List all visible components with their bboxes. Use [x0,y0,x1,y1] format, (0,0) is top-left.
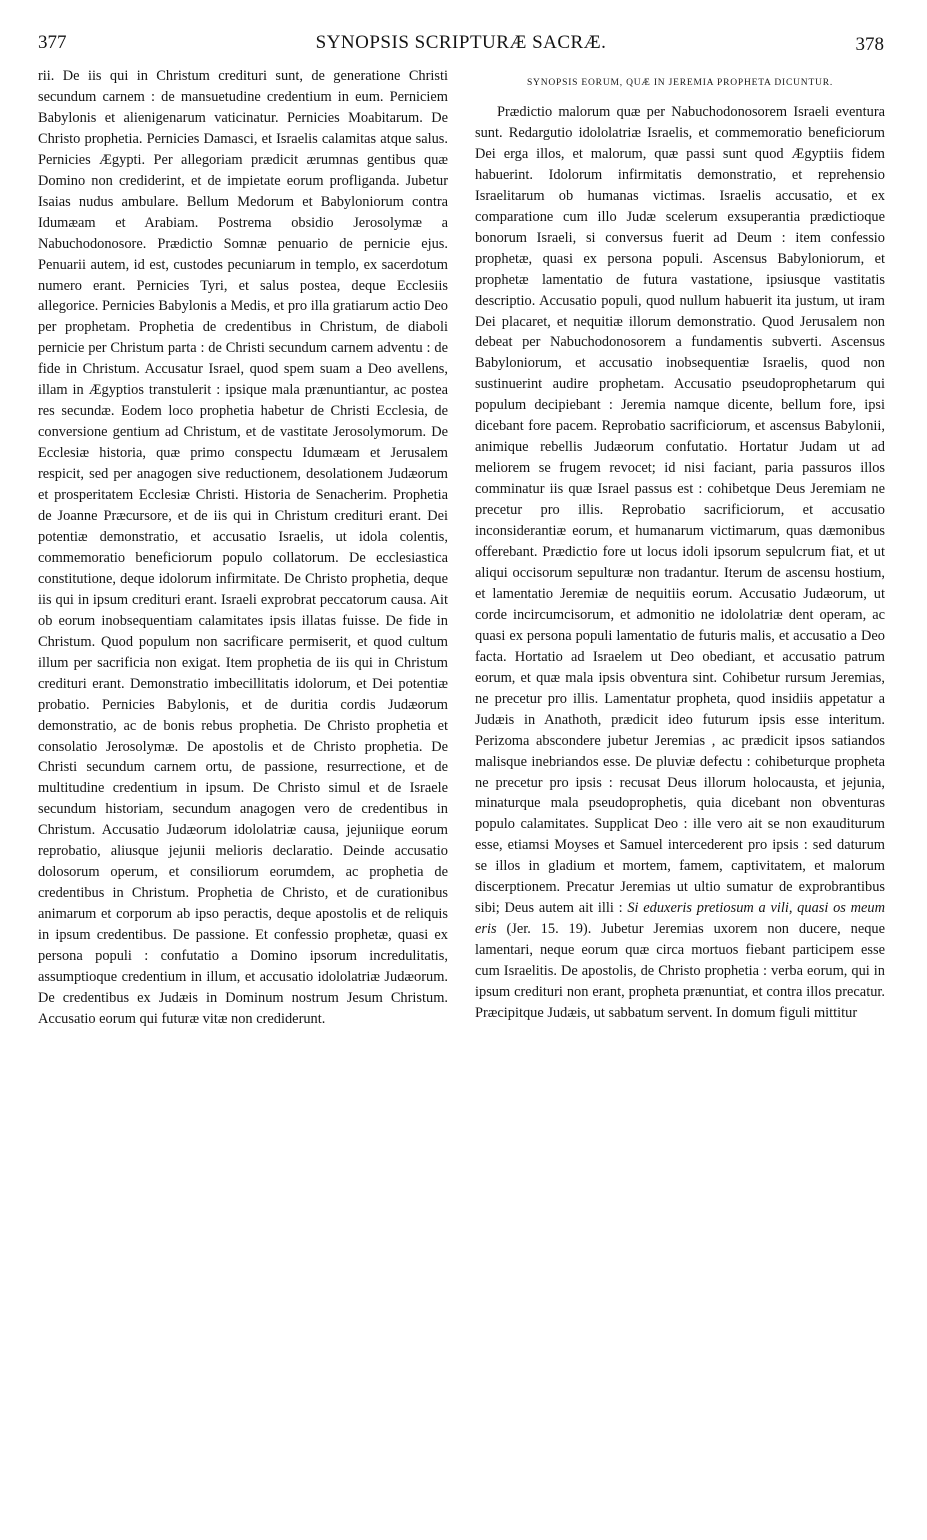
scripture-citation: (Jer. 15. 19). [506,921,592,938]
section-heading: SYNOPSIS EORUM, QUÆ IN JEREMIA PROPHETA DICUNTUR. [526,78,834,88]
right-column-text [475,102,885,1024]
page-number-right: 378 [855,34,884,55]
right-column [475,66,885,1466]
text-before-citation: Prædictio malorum quæ per Nabuchodonosorem Israeli eventura sunt. Redargutio idololatriæ Israelis, et commemoratio beneficiorum Dei erga illos, et malorum, quæ passi sunt quod Ægyptiis fidem habuerint. Idolorum infirmitatis demonstratio, et reprehensio Israelitarum ob humanas victimas. Israelis accusatio, et ex comparatione cum illo Judæ scelerum exsuperantia prædictioque bonorum Israeli, si conversus fuerit ad Deum : item confessio prophetæ, quasi ex persona populi. Ascensus Babyloniorum, et prophetæ lamentatio de futura vastatione, ipsiusque vastitatis descriptio. Accusatio populi, quod nullum habuerit ita justum, ut iram Dei placaret, et nequitiæ illorum demonstratio. Quod Jerusalem non debeat per Nabuchodonosorem a fundamentis subverti. Ascensus Babyloniorum, et accusatio inobsequentiæ Israelis, quod non sustinuerint audire prophetam. Accusatio pseudoprophetarum qui populum decipiebant : Jeremia namque dicente, bellum fore, ipsi dicebant fore pacem. Reprobatio sacrificiorum, et ascensus Babylonii, animique rebellis Judæorum confutatio. Hortatur Judam ut ad meliorem se frugem revocet; id nisi faciant, paria passuros illos comminatur iis quæ Israel passus est : cohibetque Deus Jeremiam ne precetur pro illis. Reprobatio sacrificiorum, et accusatio inconsiderantiæ eorum, et humanarum victimarum, quas dæmonibus offerebant. Prædictio fore ut locus idoli ipsorum sepulcrum fiat, et ut aliqui occisorum sepulturæ non tradantur. Iterum de ascensu hostium, et lamentatio Jeremiæ de nequitiis eorum. Accusatio Judæorum, ut corde incircumcisorum, et admonitio ne idololatriæ dent operam, ac quasi ex persona populi lamentatio de futuris malis, et accusatio a Deo facta. Hortatio ad Israelem ut Deo obediant, et accusatio patrum eorum, et quæ mala ipsis obventura sint. Cohibetur rursum Jeremias, ne precetur pro illis. Lamentatur propheta, quod insidiis appetatur a Judæis in Anathoth, prædicit ideo futurum ipsis esse interitum. Perizoma abscondere jubetur Jeremias , ac prædicit ipsos satiandos malisque inebriandos esse. De pluviæ defectu : cohibeturque propheta ne precetur pro ipsis : recusat Deus illorum holocausta, et jejunia, minaturque mala pseudoprophetis, quia dicebant non obventuras populo calamitates. Supplicat Deo : ille vero ait se non exauditurum esse, etiamsi Moyses et Samuel intercederent pro ipsis : sed daturum se illos in gladium et mortem, famem, captivitatem, et malorum discerptionem. Precatur Jeremias ut ultio sumatur de exprobrantibus sibi; Deus autem ait illi : [475,104,885,917]
running-title: SYNOPSIS SCRIPTURÆ SACRÆ. [315,32,607,53]
left-column [38,66,448,1466]
text-after-citation: Jubetur Jeremias uxorem non ducere, neque lamentari, neque eorum quæ circa mortuos fiebant participem esse cum Israelitis. De apostolis, de Christo prophetia : verba eorum, qui in ipsum credituri non erant, propheta prænuntiat, et contra illos precatur. Præcipitque Judæis, ut sabbatum servent. In domum figuli mittitur [475,921,885,1021]
page-header [38,32,884,62]
page-number-left: 377 [38,32,67,53]
left-column-text: rii. De iis qui in Christum credituri sunt, de generatione Christi secundum carnem : de mansuetudine credentium in eum. Perniciem Babylonis et alienigenarum vaticinatur. Pernicies Moabitarum. De Christo prophetia. Pernicies Damasci, et Israelis calamitas atque salus. Pernicies Ægypti. Per allegoriam prædicit ærumnas gentibus quæ Domino non crediderint, et de impietate eorum profliganda. Jubetur Isaias nudus ambulare. Bellum Medorum et Babyloniorum contra Idumæam et Arabiam. Postrema obsidio Jerosolymæ a Nabuchodonosore. Prædictio Somnæ penuario de pernicie ejus. Penuarii autem, id est, custodes pecuniarum in templo, ex sacerdotum numero erant. Pernicies Tyri, et salus postea, deque Ecclesiis allegorice. Pernicies Babylonis a Medis, et pro illa gratiarum actio Deo per prophetam. Prophetia de credentibus in Christum, de diaboli pernicie per Christum parta : de Christi secundum carnem adventu : de fide in Christum. Accusatur Israel, quod spem suam a Deo avellens, illam in Ægyptios transtulerit : ipsique mala prænuntiantur, ac postea res secundæ. Eodem loco prophetia habetur de Christi Ecclesia, de conversione gentium ad Christum, et de vastitate Jerosolymorum. De Ecclesiæ historia, quæ primo conspectu Idumæam et Jerusalem respicit, sed per anagogen sive reductionem, desolationem Judæorum et prosperitatem Ecclesiæ Christi. Historia de Senacherim. Prophetia de Joanne Præcursore, et de iis qui in Christum credituri erant. Dei potentiæ demonstratio, et accusatio Israelis, ut idola colentis, commemoratio beneficiorum populo collatorum. De ecclesiastica constitutione, deque idolorum infirmitate. De Christo prophetia, deque iis qui in ipsum credituri erant. Israeli exprobrat peccatorum causa. Ait ob eorum inobsequentiam calamitates ipsis illatas fuisse. De fide in Christum. Quod populum non sacrificare permiserit, et quod cultum illum per sacrificia non exigat. Item prophetia de iis qui in Christum credituri erant. Demonstratio imbecillitatis idolorum, et Dei potentiæ probatio. Pernicies Babylonis, et de duritia cordis Judæorum demonstratio, ac de bonis rebus prophetia. De Christo prophetia et consolatio Jerosolymæ. De apostolis et de Christo prophetia. De Christi secundum carnem ortu, de passione, resurrectione, et de multitudine credentium in ipsum. De Christo simul et de Israele secundum historiam, secundum anagogen vero de credentibus in Christum. Accusatio Judæorum idololatriæ causa, jejuniique eorum reprobatio, aliusque jejunii melioris declaratio. Deinde accusatio dolosorum operum, et consiliorum eorumdem, ac prophetia de credentibus in Christum. Prophetia de Christo, et de curationibus animarum et corporum ab ipso peractis, deque apostolis et de reliquis in ipsum credentibus. De passione. Et confessio prophetæ, quasi ex persona populi : confutatio a Domino ipsorum incredulitatis, assumptioque credentium in illum, et accusatio idololatriæ Judæorum. De credentibus ex Judæis in Dominum nostrum Jesum Christum. Accusatio eorum qui futuræ vitæ non crediderunt. [38,68,448,1027]
scripture-quote: Si eduxeris pretiosum a vili, quasi os meum eris [475,900,885,938]
